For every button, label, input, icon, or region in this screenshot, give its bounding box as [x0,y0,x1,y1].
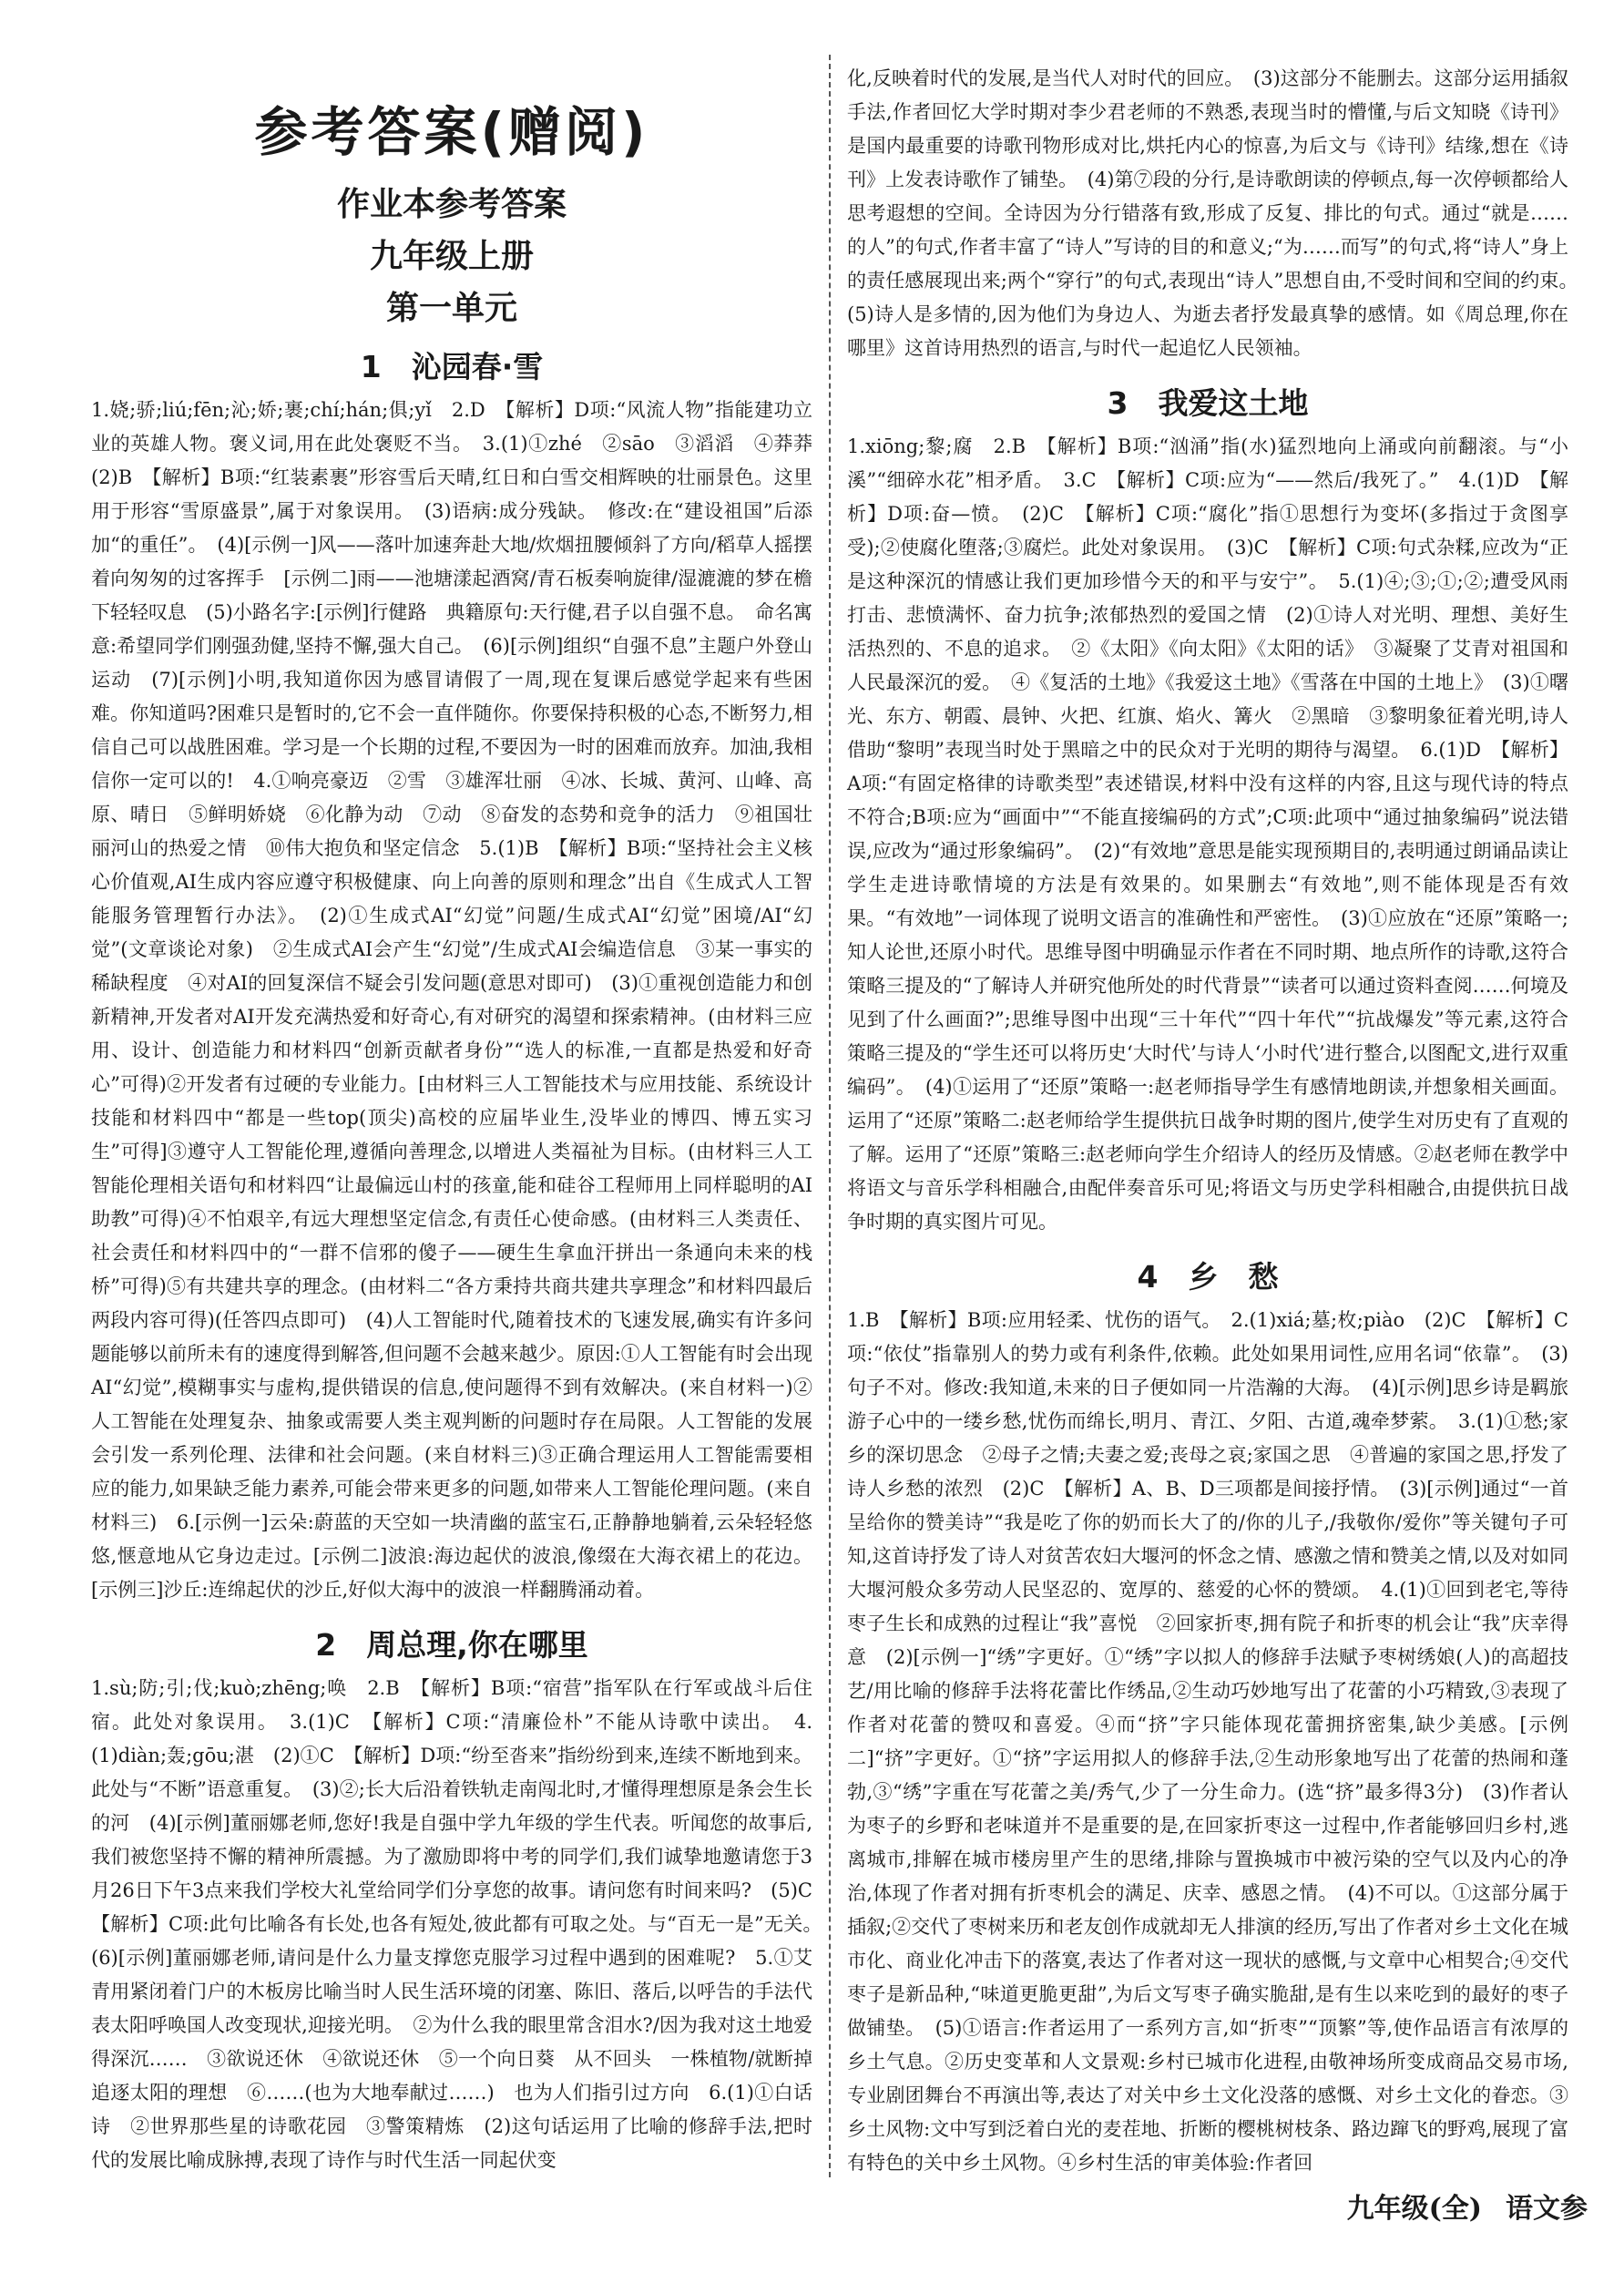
footer-grade: 九年级(全) [1346,2193,1482,2225]
lesson3-answer: 1.xiōng;黎;腐 2.B 【解析】B项:“汹涌”指(水)猛烈地向上涌或向前翻滚。与“小溪”“细碎水花”相矛盾。 3.C 【解析】C项:应为“——然后/我死了。” 4.(1)D 【解析】D项:奋—愤。 (2)C 【解析】C项:“腐化”指①思想行为变坏(多指过于贪图享受);②使腐化堕落;③腐烂。此处对象误用。 (3)C 【解析】C项:句式杂糅,应改为“正是这种深沉的情感让我们更加珍惜今天的和平与安宁”。 5.(1)④;③;①;②;遭受风雨打击、悲愤满怀、奋力抗争;浓郁热烈的爱国之情 (2)①诗人对光明、理想、美好生活热烈的、不息的追求。 ②《太阳》《向太阳》《太阳的话》 ③凝聚了艾青对祖国和人民最深沉的爱。 ④《复活的土地》《我爱这土地》《雪落在中国的土地上》 (3)①曙光、东方、朝霞、晨钟、火把、红旗、焰火、篝火 ②黑暗 ③黎明象征着光明,诗人借助“黎明”表现当时处于黑暗之中的民众对于光明的期待与渴望。 6.(1)D 【解析】A项:“有固定格律的诗歌类型”表述错误,材料中没有这样的内容,且这与现代诗的特点不符合;B项:应为“画面中”“不能直接编码的方式”;C项:此项中“通过抽象编码”说法错误,应改为“通过形象编码”。 (2)“有效地”意思是能实现预期目的,表明通过朗诵品读让学生走进诗歌情境的方法是有效果的。如果删去“有效地”,则不能体现是否有效果。“有效地”一词体现了说明文语言的准确性和严密性。 (3)①应放在“还原”策略一;知人论世,还原小时代。思维导图中明确显示作者在不同时期、地点所作的诗歌,这符合策略三提及的“了解诗人并研究他所处的时代背景”“读者可以通过资料查阅……何境及见到了什么画面?”;思维导图中出现“三十年代”“四十年代”“抗战爆发”等元素,这符合策略三提及的“学生还可以将历史‘大时代’与诗人‘小时代’进行整合,以图配文,进行双重编码”。 (4)①运用了“还原”策略一:赵老师指导学生有感情地朗读,并想象相关画面。运用了“还原”策略二:赵老师给学生提供抗日战争时期的图片,使学生对历史有了直观的了解。运用了“还原”策略三:赵老师向学生介绍诗人的经历及情感。②赵老师在教学中将语文与音乐学科相融合,由配伴奏音乐可见;将语文与历史学科相融合,由提供抗日战争时期的真实图片可见。 [847,435,1568,1233]
unit-title: 第一单元 [385,290,517,327]
lesson2-answer: 1.sù;防;引;伐;kuò;zhēng;唤 2.B 【解析】B项:“宿营”指军队在行军或战斗后住宿。此处对象误用。 3.(1)C 【解析】C项:“清廉俭朴”不能从诗歌中读出。 4.(1)diàn;轰;gōu;湛 (2)①C 【解析】D项:“纷至沓来”指纷纷到来,连续不断地到来。此处与“不断”语意重复。 (3)②;长大后沿着铁轨走南闯北时,才懂得理想原是条会生长的河 (4)[示例]董丽娜老师,您好!我是自强中学九年级的学生代表。听闻您的故事后,我们被您坚持不懈的精神所震撼。为了激励即将中考的同学们,我们诚挚地邀请您于3月26日下午3点来我们学校大礼堂给同学们分享您的故事。请问您有时间来吗? (5)C 【解析】C项:此句比喻各有长处,也各有短处,彼此都有可取之处。与“百无一是”无关。 (6)[示例]董丽娜老师,请问是什么力量支撑您克服学习过程中遇到的困难呢? 5.①艾青用紧闭着门户的木板房比喻当时人民生活环境的闭塞、陈旧、落后,以呼告的手法代表太阳呼唤国人改变现状,迎接光明。 ②为什么我的眼里常含泪水?/因为我对这土地爱得深沉…… ③欲说还休 ④欲说还休 ⑤一个向日葵 从不回头 一株植物/就断掉追逐太阳的理想 ⑥……(也为大地奉献过……) 也为人们指引过方向 6.(1)①白话诗 ②世界那些星的诗歌花园 ③警策精炼 (2)这句话运用了比喻的修辞手法,把时代的发展比喻成脉搏,表现了诗作与时代生活一同起伏变 [91,1677,832,2171]
lesson2-title: 2 周总理,你在哪里 [315,1627,588,1663]
lesson3-title: 3 我爱这土地 [1107,385,1309,421]
lesson4-answer: 1.B 【解析】B项:应用轻柔、忧伤的语气。 2.(1)xiá;墓;枚;piào (2)C 【解析】C项:“依仗”指靠别人的势力或有利条件,依赖。此处如果用词性,应用名词“依靠”。 (3)句子不对。修改:我知道,未来的日子便如同一片浩瀚的大海。 (4)[示例]思乡诗是羁旅游子心中的一缕乡愁,忧伤而绵长,明月、青江、夕阳、古道,魂牵梦萦。 3.(1)①愁;家乡的深切思念 ②母子之情;夫妻之爱;丧母之哀;家国之思 ④普遍的家国之思,抒发了诗人乡愁的浓烈 (2)C 【解析】A、B、D三项都是间接抒情。 (3)[示例]通过“一首呈给你的赞美诗”“我是吃了你的奶而长大了的/你的儿子,/我敬你/爱你”等关键句子可知,这首诗抒发了诗人对贫苦农妇大堰河的怀念之情、感激之情和赞美之情,以及对如同大堰河般众多劳动人民坚忍的、宽厚的、慈爱的心怀的赞颂。 4.(1)①回到老宅,等待枣子生长和成熟的过程让“我”喜悦 ②回家折枣,拥有院子和折枣的机会让“我”庆幸得意 (2)[示例一]“绣”字更好。①“绣”字以拟人的修辞手法赋予枣树绣娘(人)的高超技艺/用比喻的修辞手法将花蕾比作绣品,②生动巧妙地写出了花蕾的小巧精致,③表现了作者对花蕾的赞叹和喜爱。④而“挤”字只能体现花蕾拥挤密集,缺少美感。[示例二]“挤”字更好。①“挤”字运用拟人的修辞手法,②生动形象地写出了花蕾的热闹和蓬勃,③“绣”字重在写花蕾之美/秀气,少了一分生命力。(选“挤”最多得3分) (3)作者认为枣子的乡野和老味道并不是重要的是,在回家折枣这一过程中,作者能够回归乡村,逃离城市,排解在城市楼房里产生的思绪,排除与置换城市中被污染的空气以及内心的净治,体现了作者对拥有折枣机会的满足、庆幸、感恩之情。 (4)不可以。①这部分属于插叙;②交代了枣树来历和老友创作成就却无人排演的经历,写出了作者对乡土文化在城市化、商业化冲击下的落寞,表达了作者对这一现状的感慨,与文章中心相契合;④交代枣子是新品种,“味道更脆更甜”,为后文写枣子确实脆甜,是有生以来吃到的最好的枣子做铺垫。 (5)①语言:作者运用了一系列方言,如“折枣”“顶繁”等,使作品语言有浓厚的乡土气息。②历史变革和人文景观:乡村已城市化进程,由敬神场所变成商品交易市场,专业剧团舞台不再演出等,表达了对关中乡土文化没落的感慨、对乡土文化的眷恋。③乡土风物:文中写到泛着白光的麦茬地、折断的樱桃树枝条、路边蹿飞的野鸡,展现了富有特色的关中乡土风物。④乡村生活的审美体验:作者回 [847,1309,1569,2174]
page-footer [1323,2186,1588,2226]
lesson1-answer: 1.娆;骄;liú;fēn;沁;娇;裹;chí;hán;俱;yǐ 2.D 【解析】D项:“风流人物”指能建功立业的英雄人物。褒义词,用在此处褒贬不当。 3.(1)①zhé ②sāo ③滔滔 ④莽莽 (2)B 【解析】B项:“红装素裹”形容雪后天晴,红日和白雪交相辉映的壮丽景色。这里用于形容“雪原盛景”,属于对象误用。 (3)语病:成分残缺。 修改:在“建设祖国”后添加“的重任”。 (4)[示例一]风——落叶加速奔赴大地/炊烟扭腰倾斜了方向/稻草人摇摆着向匆匆的过客挥手 [示例二]雨——池塘漾起酒窝/青石板奏响旋律/湿漉漉的梦在檐下轻轻叹息 (5)小路名字:[示例]行健路 典籍原句:天行健,君子以自强不息。 命名寓意:希望同学们刚强劲健,坚持不懈,强大自己。 (6)[示例]组织“自强不息”主题户外登山运动 (7)[示例]小明,我知道你因为感冒请假了一周,现在复课后感觉学起来有些困难。你知道吗?困难只是暂时的,它不会一直伴随你。你要保持积极的心态,不断努力,相信自己可以战胜困难。学习是一个长期的过程,不要因为一时的困难而放弃。加油,我相信你一定可以的! 4.①响亮豪迈 ②雪 ③雄浑壮丽 ④冰、长城、黄河、山峰、高原、晴日 ⑤鲜明娇娆 ⑥化静为动 ⑦动 ⑧奋发的态势和竞争的活力 ⑨祖国壮丽河山的热爱之情 ⑩伟大抱负和坚定信念 5.(1)B 【解析】B项:“坚持社会主义核心价值观,AI生成内容应遵守积极健康、向上向善的原则和理念”出自《生成式人工智能服务管理暂行办法》。 (2)①生成式AI“幻觉”问题/生成式AI“幻觉”困境/AI“幻觉”(文章谈论对象) ②生成式AI会产生“幻觉”/生成式AI会编造信息 ③某一事实的稀缺程度 ④对AI的回复深信不疑会引发问题(意思对即可) (3)①重视创造能力和创新精神,开发者对AI开发充满热爱和好奇心,有对研究的渴望和探索精神。(由材料三应用、设计、创造能力和材料四“创新贡献者身份”“选人的标准,一直都是热爱和好奇心”可得)②开发者有过硬的专业能力。[由材料三人工智能技术与应用技能、系统设计技能和材料四中“都是一些top(顶尖)高校的应届毕业生,没毕业的博四、博五实习生”可得]③遵守人工智能伦理,遵循向善理念,以增进人类福祉为目标。(由材料三人工智能伦理相关语句和材料四“让最偏远山村的孩童,能和硅谷工程师用上同样聪明的AI助教”可得)④不怕艰辛,有远大理想坚定信念,有责任心使命感。(由材料三人类责任、社会责任和材料四中的“一群不信邪的傻子——硬生生拿血汗拼出一条通向未来的栈桥”可得)⑤有共建共享的理念。(由材料二“各方秉持共商共建共享理念”和材料四最后两段内容可得)(任答四点即可) (4)人工智能时代,随着技术的飞速发展,确实有许多问题能够以前所未有的速度得到解答,但问题不会越来越少。原因:①人工智能有时会出现AI“幻觉”,模糊事实与虚构,提供错误的信息,使问题得不到有效解决。(来自材料一)②人工智能在处理复杂、抽象或需要人类主观判断的问题时存在局限。人工智能的发展会引发一系列伦理、法律和社会问题。(来自材料三)③正确合理运用人工智能需要相应的能力,如果缺乏能力素养,可能会带来更多的问题,如带来人工智能伦理问题。(来自材料三) 6.[示例一]云朵:蔚蓝的天空如一块清幽的蓝宝石,正静静地躺着,云朵轻轻悠悠,惬意地从它身边走过。[示例二]波浪:海边起伏的波浪,像缀在大海衣裙上的花边。[示例三]沙丘:连绵起伏的沙丘,好似大海中的波浪一样翻腾涌动着。 [91,399,832,1601]
subtitle: 作业本参考答案 [336,186,567,223]
right-column [847,62,1588,2174]
grade-title: 九年级上册 [369,238,534,275]
left-column [91,62,832,2171]
lesson1-title: 1 沁园春·雪 [360,349,544,384]
column-divider [829,55,831,2177]
main-title: 参考答案(赠阅) [254,101,649,163]
lesson4-title: 4 乡 愁 [1137,1259,1279,1295]
footer-subject: 语文参 [1506,2193,1588,2225]
lesson2-continued-answer: 化,反映着时代的发展,是当代人对时代的回应。 (3)这部分不能删去。这部分运用插叙手法,作者回忆大学时期对李少君老师的不熟悉,表现当时的懵懂,与后文知晓《诗刊》是国内最重要的诗歌刊物形成对比,烘托内心的惊喜,为后文与《诗刊》结缘,想在《诗刊》上发表诗歌作了铺垫。 (4)第⑦段的分行,是诗歌朗读的停顿点,每一次停顿都给人思考遐想的空间。全诗因为分行错落有致,形成了反复、排比的句式。通过“就是……的人”的句式,作者丰富了“诗人”写诗的目的和意义;“为……而写”的句式,将“诗人”身上的责任感展现出来;两个“穿行”的句式,表现出“诗人”思想自由,不受时间和空间的约束。 (5)诗人是多情的,因为他们为身边人、为逝去者抒发最真挚的感情。如《周总理,你在哪里》这首诗用热烈的语言,与时代一起追忆人民领袖。 [847,67,1588,359]
